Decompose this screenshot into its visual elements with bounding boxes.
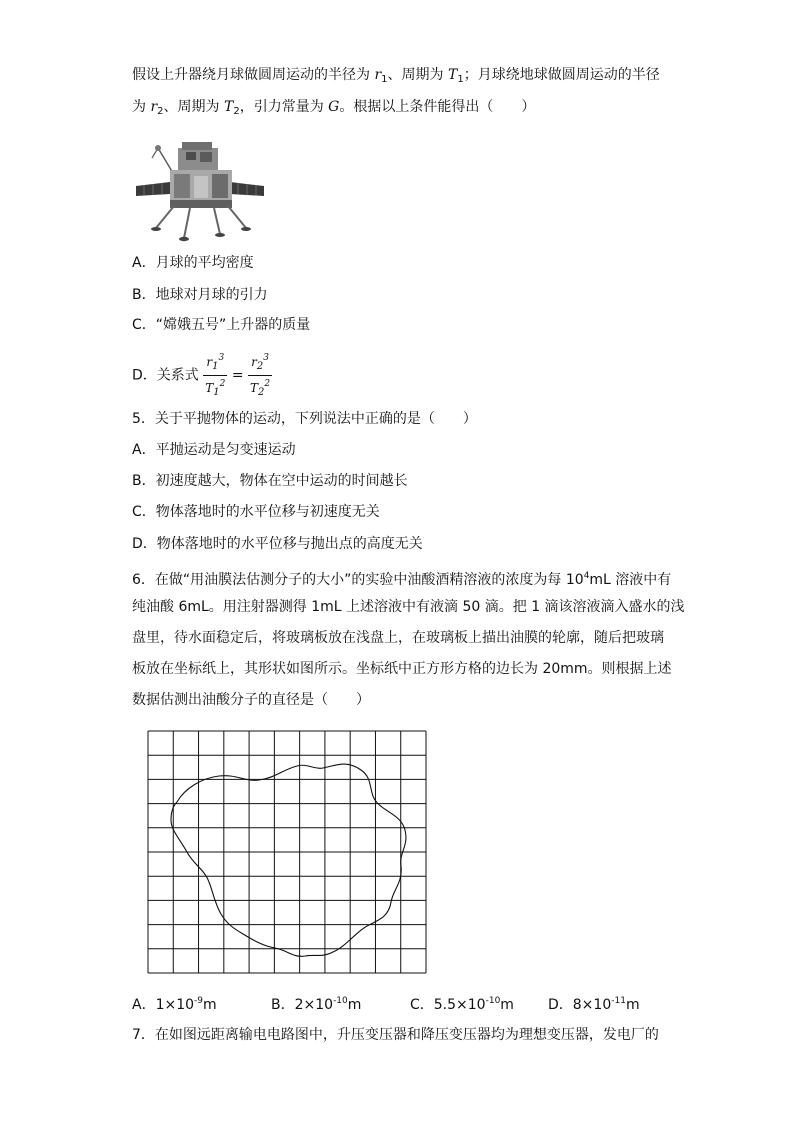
q6-option-a[interactable]: A．$1\times 10^{-9}m$ bbox=[132, 996, 217, 1013]
q5-option-a[interactable]: A．平抛运动是匀变速运动 bbox=[132, 442, 296, 458]
var-r: r bbox=[374, 67, 382, 83]
subscript: 1 bbox=[381, 74, 388, 85]
fraction-r1-t1: $\frac{r_1^3}{T_1^2}$ bbox=[203, 350, 227, 401]
q4-text: 假设上升器绕月球做圆周运动的半径为 bbox=[132, 67, 370, 83]
grid-lines bbox=[148, 731, 426, 973]
q6-option-c[interactable]: C．$5.5\times 10^{-10}m$ bbox=[410, 996, 514, 1013]
option-d-label: D．关系式 bbox=[132, 367, 199, 384]
var-t: T bbox=[223, 99, 234, 115]
q4-text: 。根据以上条件能得出（ ） bbox=[339, 99, 536, 115]
fraction-r2-t2: $\frac{r_2^3}{T_2^2}$ bbox=[248, 350, 272, 401]
q4-option-b[interactable]: B．地球对月球的引力 bbox=[132, 287, 268, 303]
q6-line-1 bbox=[132, 566, 671, 590]
q4-option-d[interactable] bbox=[132, 350, 272, 401]
q6-option-d[interactable]: D．$8\times 10^{-11}m$ bbox=[548, 996, 640, 1013]
subscript: 2 bbox=[233, 106, 240, 117]
q7-line-1: 7．在如图远距离输电电路图中，升压变压器和降压变压器均为理想变压器，发电厂的 bbox=[132, 1027, 659, 1043]
q4-text: ，引力常量为 bbox=[239, 99, 324, 115]
subscript: 2 bbox=[157, 106, 164, 117]
q5-option-c[interactable]: C．物体落地时的水平位移与初速度无关 bbox=[132, 504, 380, 520]
q4-text: 、周期为 bbox=[387, 67, 444, 83]
q6-line-2: 纯油酸 6mL。用注射器测得 1mL 上述溶液中有液滴 50 滴。把 1 滴该溶液滴入盛水的浅 bbox=[132, 599, 685, 615]
q4-text: ；月球绕地球做圆周运动的半径 bbox=[463, 67, 660, 83]
lander-image bbox=[132, 138, 268, 248]
q5-option-d[interactable]: D．物体落地时的水平位移与抛出点的高度无关 bbox=[132, 536, 423, 552]
q6-text: 6．在做“用油膜法估测分子的大小”的实验中油酸酒精溶液的浓度为每 10 bbox=[132, 572, 584, 588]
equals-sign: = bbox=[231, 367, 244, 384]
q6-line-4: 板放在坐标纸上，其形状如图所示。坐标纸中正方形方格的边长为 20mm。则根据上述 bbox=[132, 661, 672, 677]
var-r: r bbox=[150, 99, 158, 115]
q4-option-a[interactable]: A．月球的平均密度 bbox=[132, 255, 254, 271]
q6-line-3: 盘里，待水面稳定后，将玻璃板放在浅盘上，在玻璃板上描出油膜的轮廓，随后把玻璃 bbox=[132, 630, 664, 646]
var-g: G bbox=[328, 99, 340, 115]
var-t: T bbox=[447, 67, 458, 83]
subscript: 1 bbox=[457, 74, 464, 85]
q5-stem: 5．关于平抛物体的运动，下列说法中正确的是（ ） bbox=[132, 411, 477, 427]
q4-line-1 bbox=[132, 65, 660, 90]
q4-text: 为 bbox=[132, 99, 146, 115]
oil-film-grid-figure bbox=[147, 730, 427, 974]
q4-text: 、周期为 bbox=[163, 99, 220, 115]
q5-option-b[interactable]: B．初速度越大，物体在空中运动的时间越长 bbox=[132, 473, 408, 489]
q4-option-c[interactable]: C．“嫦娥五号”上升器的质量 bbox=[132, 317, 311, 333]
superscript: 4 bbox=[583, 571, 590, 581]
q6-line-5: 数据估测出油酸分子的直径是（ ） bbox=[132, 692, 370, 708]
oil-film-outline bbox=[171, 764, 406, 956]
q6-option-b[interactable]: B．$2\times 10^{-10}m$ bbox=[271, 996, 362, 1013]
q6-text: mL 溶液中有 bbox=[589, 572, 672, 588]
q4-line-2 bbox=[132, 97, 535, 122]
